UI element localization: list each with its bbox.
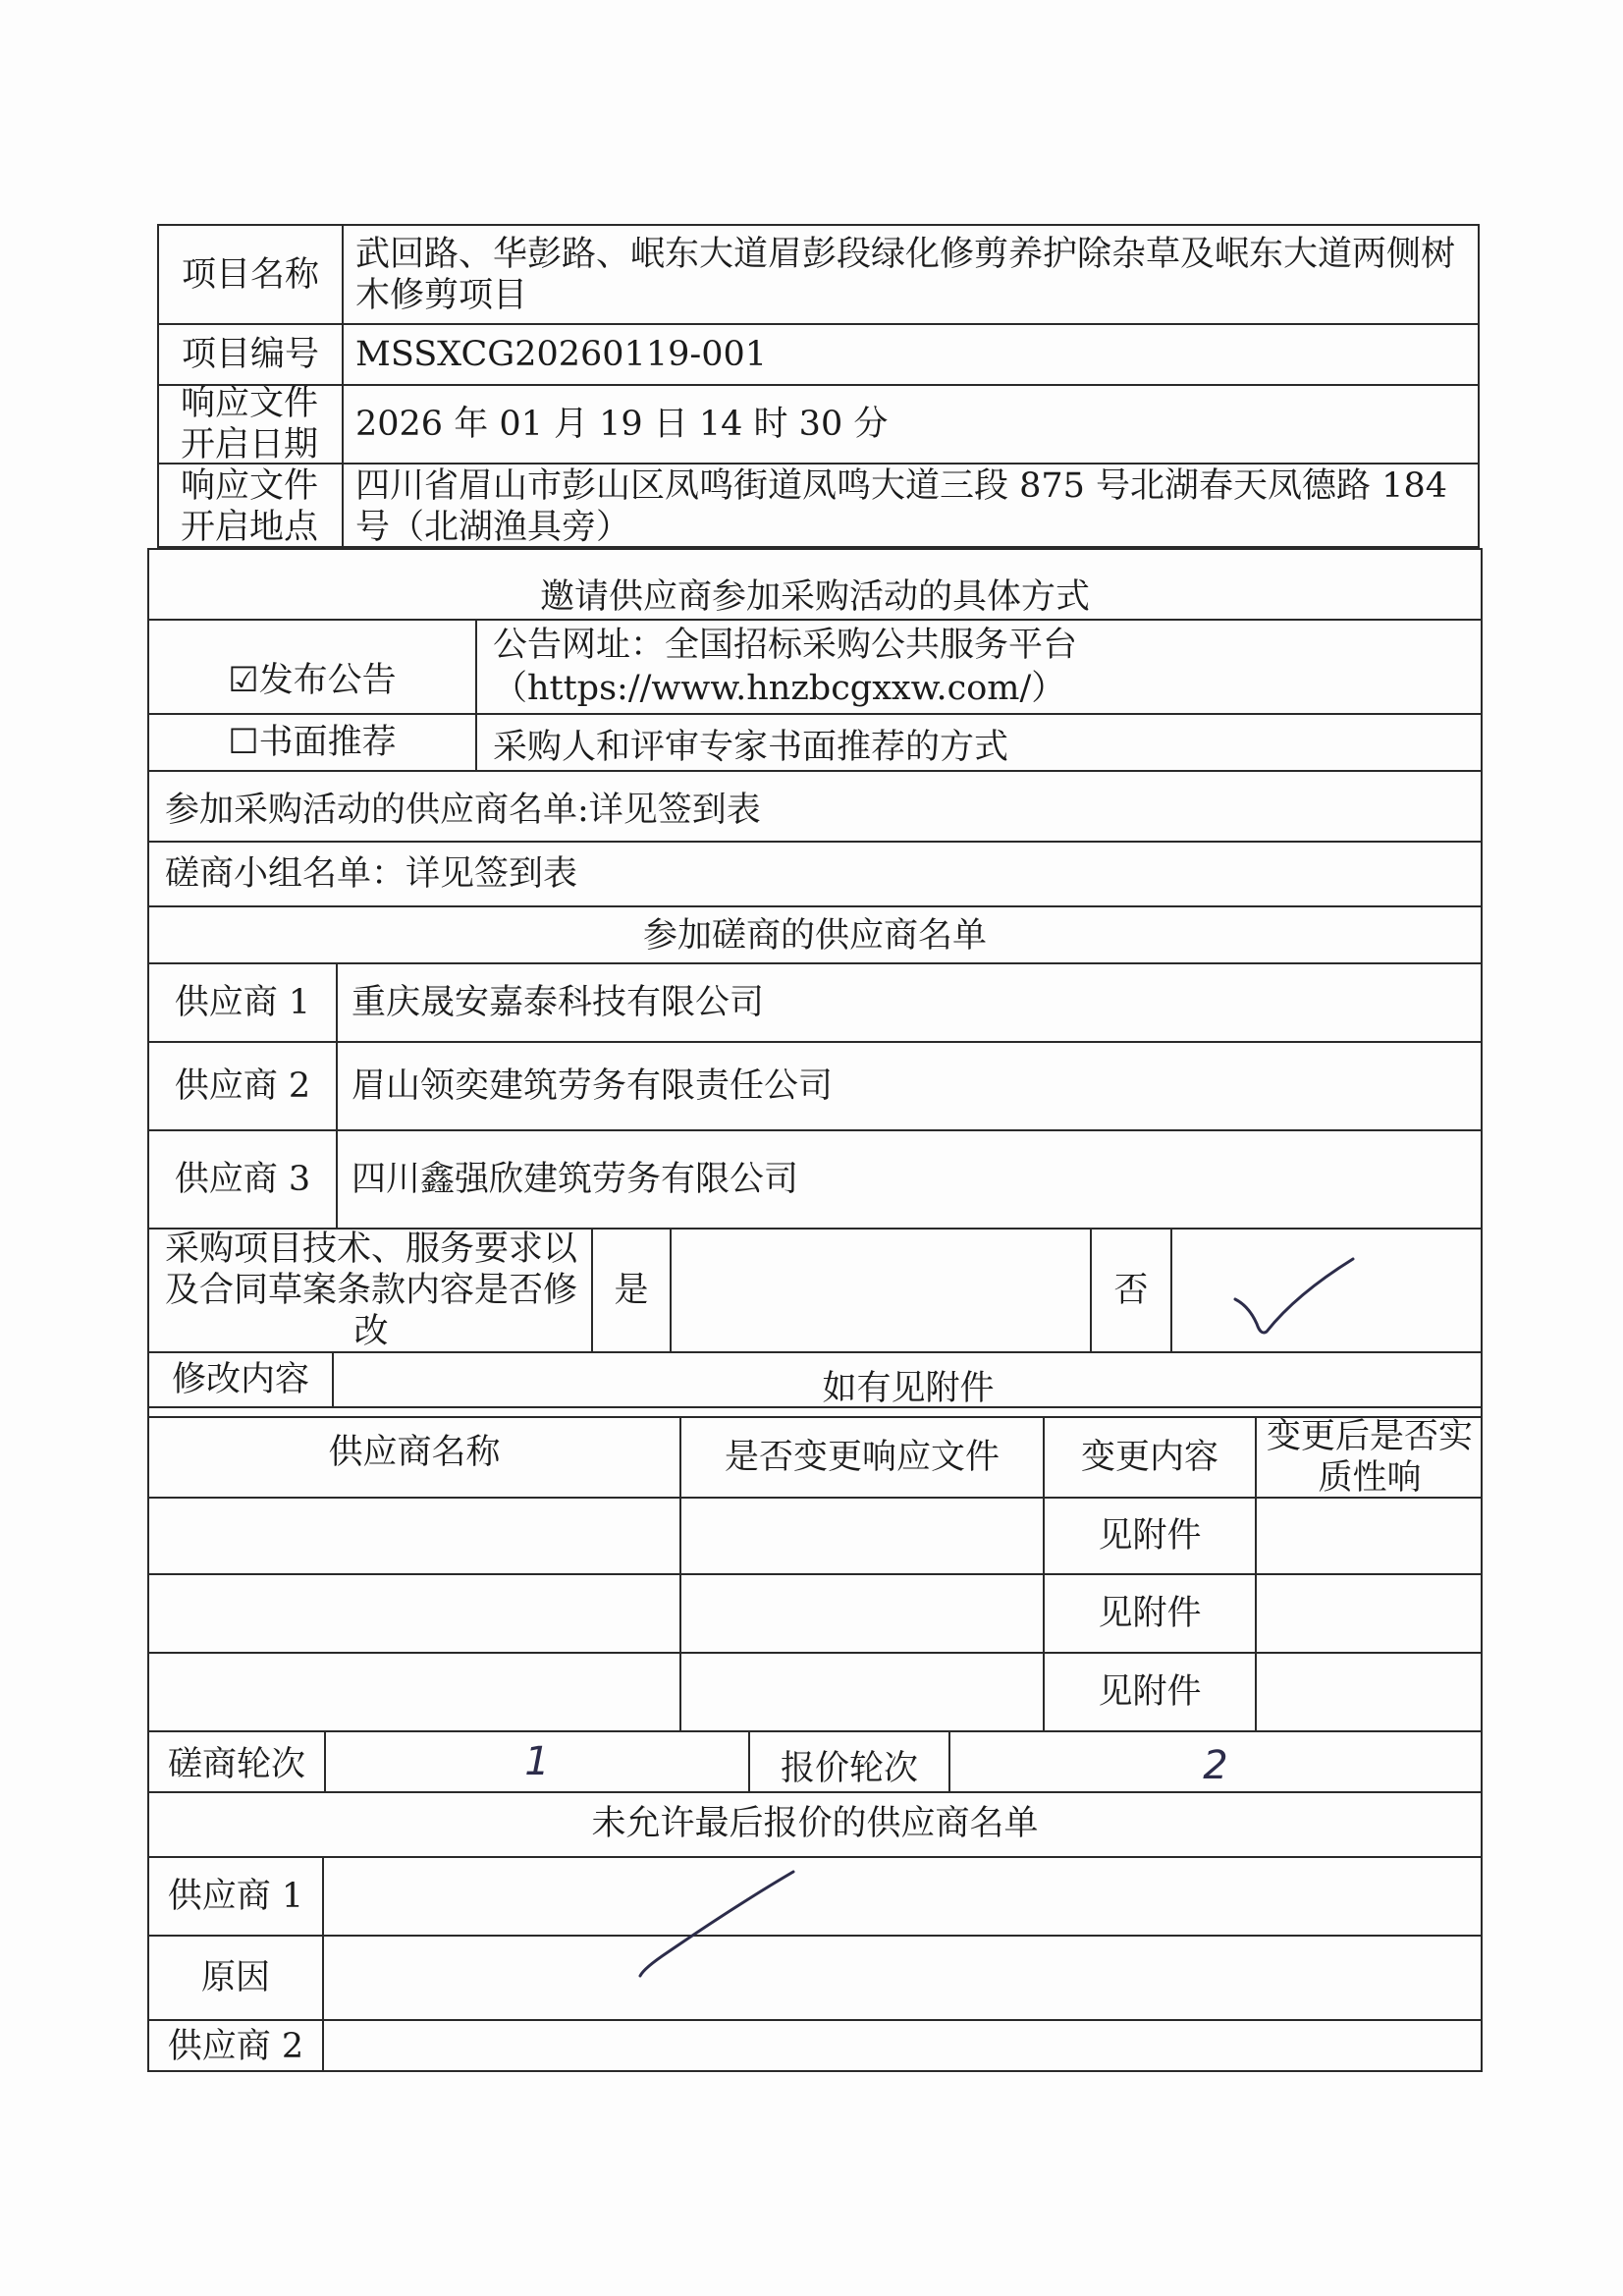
quote-rounds-label: 报价轮次 [780, 1749, 918, 1788]
modification-no-label: 否 [1113, 1271, 1149, 1310]
not-allowed-heading: 未允许最后报价的供应商名单 [591, 1804, 1039, 1843]
row-substantive [1257, 1654, 1481, 1730]
supplier-name: 四川鑫强欣建筑劳务有限公司 [352, 1160, 799, 1199]
col-supplier-header: 供应商名称 [328, 1433, 501, 1472]
project-name-label: 项目名称 [181, 254, 319, 295]
supplier-label: 供应商 3 [174, 1160, 311, 1199]
row-supplier [149, 1499, 679, 1573]
divider [1170, 1228, 1172, 1351]
row-changed [681, 1499, 1043, 1573]
supplier-name: 眉山领奕建筑劳务有限责任公司 [352, 1066, 834, 1106]
announce-detail-2: （https://www.hnzbcgxxw.com/） [493, 669, 1066, 708]
col-substantive-header: 变更后是否实质性响 [1267, 1417, 1474, 1498]
row-supplier [149, 1654, 679, 1730]
modification-yes-label: 是 [614, 1271, 649, 1310]
row-supplier [149, 1575, 679, 1652]
supplier-label: 供应商 1 [174, 983, 311, 1022]
divider [147, 2019, 1483, 2021]
project-name-value: 武回路、华彭路、岷东大道眉彭段绿化修剪养护除杂草及岷东大道两侧树木修剪项目 [355, 234, 1456, 315]
quote-rounds-value: 2 [1203, 1743, 1228, 1788]
divider [322, 1856, 324, 2072]
divider [147, 1856, 1483, 1858]
divider [147, 619, 1483, 621]
open-place-label: 响应文件开启地点 [180, 465, 318, 547]
divider [475, 619, 477, 770]
row-content: 见附件 [1098, 1594, 1202, 1633]
row-changed [681, 1575, 1043, 1652]
project-code-value: MSSXCG20260119-001 [355, 335, 767, 374]
invite-heading: 邀请供应商参加采购活动的具体方式 [539, 576, 1090, 617]
open-date-value: 2026 年 01 月 19 日 14 时 30 分 [355, 405, 889, 444]
announce-option: ☑发布公告 [228, 661, 397, 700]
checkmark-icon [1227, 1255, 1365, 1343]
recommend-option: ☐书面推荐 [228, 723, 397, 762]
modification-question: 采购项目技术、服务要求以及合同草案条款内容是否修改 [164, 1230, 577, 1351]
divider [147, 770, 1483, 772]
divider [670, 1228, 672, 1351]
row-substantive [1257, 1499, 1481, 1573]
col-changed-header: 是否变更响应文件 [724, 1438, 1000, 1477]
col-content-header: 变更内容 [1080, 1438, 1218, 1477]
modification-content-label: 修改内容 [171, 1360, 309, 1399]
slash-mark-icon [628, 1866, 805, 1984]
announce-detail-1: 公告网址：全国招标采购公共服务平台 [493, 626, 1078, 665]
project-code-label: 项目编号 [181, 335, 319, 374]
panel-line: 磋商小组名单：详见签到表 [165, 854, 578, 894]
open-place-value: 四川省眉山市彭山区凤鸣街道凤鸣大道三段 875 号北湖春天凤德路 184 号（北湖渔具旁） [355, 465, 1447, 547]
row-content: 见附件 [1098, 1516, 1202, 1556]
participants-line: 参加采购活动的供应商名单:详见签到表 [165, 791, 761, 830]
divider [147, 905, 1483, 907]
supplier-name: 重庆晟安嘉泰科技有限公司 [352, 983, 765, 1022]
row-changed [681, 1654, 1043, 1730]
open-date-label: 响应文件开启日期 [180, 384, 318, 465]
recommend-detail: 采购人和评审专家书面推荐的方式 [493, 728, 1009, 767]
divider [147, 841, 1483, 843]
row-content: 见附件 [1098, 1672, 1202, 1712]
suppliers-heading: 参加磋商的供应商名单 [642, 916, 987, 956]
divider [336, 962, 338, 1228]
negotiation-rounds-value: 1 [524, 1739, 550, 1784]
not-allowed-reason-label: 原因 [200, 1958, 270, 1997]
row-substantive [1257, 1575, 1481, 1652]
not-allowed-supplier1-label: 供应商 1 [167, 1877, 304, 1916]
divider [342, 224, 344, 548]
modification-content-note: 如有见附件 [822, 1369, 995, 1408]
not-allowed-supplier2-label: 供应商 2 [167, 2027, 304, 2066]
negotiation-rounds-label: 磋商轮次 [167, 1745, 305, 1784]
divider [147, 1935, 1483, 1937]
supplier-label: 供应商 2 [174, 1066, 311, 1106]
